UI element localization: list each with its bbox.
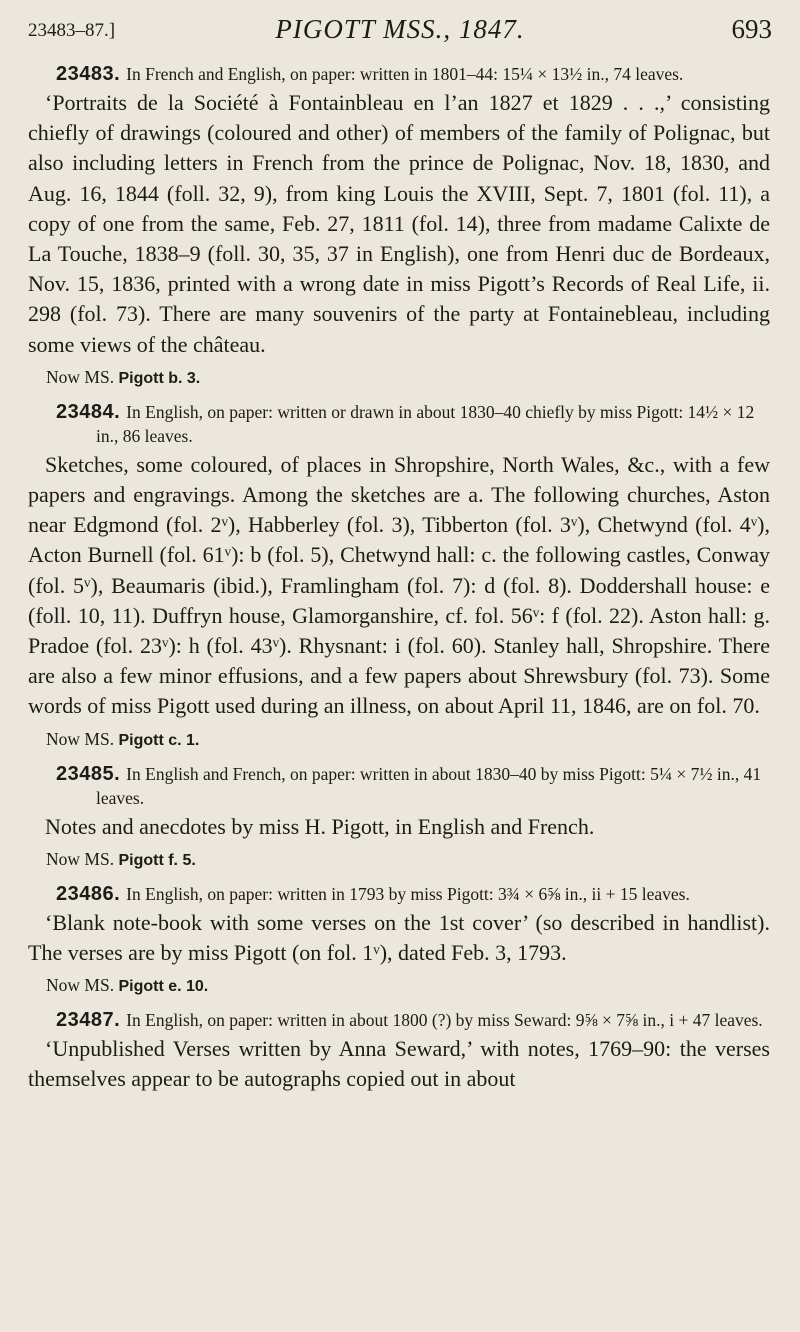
now-label: Now MS. — [46, 728, 115, 749]
entry-physical-description: In English, on paper: written or drawn in about 1830–40 chiefly by miss Pigott: 14½ × 12 in., 86 leaves. — [96, 401, 755, 446]
entry-heading — [56, 882, 770, 906]
entry-physical-description: In French and English, on paper: written in 1801–44: 15¼ × 13½ in., 74 leaves. — [126, 64, 684, 84]
entry-23484 — [28, 400, 770, 754]
entry-23486 — [28, 882, 770, 1000]
entry-physical-description: In English, on paper: written in 1793 by miss Pigott: 3¾ × 6⅝ in., ii + 15 leaves. — [126, 883, 690, 904]
entry-description: ‘Portraits de la Société à Fontainbleau en l’an 1827 et 1829 . . .,’ consisting chiefly of drawings (coloured and other) of members of the family of Polignac, but also including letters in French from the prince de Polignac, Nov. 18, 1830, and Aug. 16, 1844 (foll. 32, 9), from king Louis the XVIII, Sept. 7, 1801 (fol. 11), a copy of one from the same, Feb. 27, 1811 (fol. 14), three from madame Calixte de La Touche, 1838–9 (foll. 30, 35, 37 in English), one from Henri duc de Bordeaux, Nov. 15, 1836, printed with a wrong date in miss Pigott’s Records of Real Life, ii. 298 (fol. 73). There are many souvenirs of the party at Fontainebleau, including some views of the château. — [28, 90, 770, 357]
entry-description: ‘Blank note-book with some verses on the 1st cover’ (so described in handlist). The verses are by miss Pigott (on fol. 1ᵛ), dated Feb. 3, 1793. — [28, 909, 770, 966]
entry-number: 23483. — [56, 63, 121, 85]
catalogue-body — [28, 62, 770, 1095]
entry-current-shelfmark — [46, 846, 770, 874]
shelfmark: Pigott b. 3. — [118, 369, 201, 387]
entry-current-shelfmark — [46, 726, 770, 754]
entry-current-shelfmark — [46, 364, 770, 392]
entry-23485 — [45, 762, 770, 874]
entry-heading — [56, 762, 770, 810]
now-label: Now MS. — [46, 975, 115, 996]
page-number: 693 — [731, 14, 772, 44]
header-range: 23483–87.] — [28, 20, 116, 41]
shelfmark: Pigott e. 10. — [118, 978, 209, 996]
entry-description: Notes and anecdotes by miss H. Pigott, in English and French. — [45, 813, 595, 839]
entry-physical-description: In English, on paper: written in about 1800 (?) by miss Seward: 9⅝ × 7⅝ in., i + 47 leaves. — [126, 1010, 763, 1031]
entry-description: Sketches, some coloured, of places in Shropshire, North Wales, &c., with a few papers and engravings. Among the sketches are a. The following churches, Aston near Edgmond (fol. 2ᵛ), Habberley (fol. 3), Tibberton (fol. 3ᵛ), Chetwynd (fol. 4ᵛ), Acton Burnell (fol. 61ᵛ): b (fol. 5), Chetwynd hall: c. the following castles, Conway (fol. 5ᵛ), Beaumaris (ibid.), Framlingham (fol. 7): d (fol. 8). Doddershall house: e (foll. 10, 11). Duffryn house, Glamorganshire, cf. fol. 56ᵛ: f (fol. 22). Aston hall: g. Pradoe (fol. 23ᵛ): h (fol. 43ᵛ). Rhysnant: i (fol. 60). Stanley hall, Shropshire. There are also a few minor effusions, and a few papers about Shrewsbury (fol. 73). Some words of miss Pigott used during an illness, on about April 11, 1846, are on fol. 70. — [28, 451, 770, 719]
running-header — [28, 14, 772, 54]
entry-23483 — [28, 62, 770, 392]
entry-current-shelfmark — [46, 972, 770, 1000]
entry-description: ‘Unpublished Verses written by Anna Seward,’ with notes, 1769–90: the verses themselves appear to be autographs copied out in about — [28, 1036, 770, 1092]
entry-heading — [56, 1008, 770, 1032]
entry-number: 23486. — [56, 882, 121, 905]
entry-23487 — [28, 1008, 770, 1094]
entry-number: 23485. — [56, 762, 121, 785]
now-label: Now MS. — [46, 366, 115, 387]
entry-heading — [56, 62, 770, 86]
entry-heading — [56, 400, 770, 448]
header-title: PIGOTT MSS., 1847. — [275, 14, 525, 44]
entry-physical-description: In English and French, on paper: written in about 1830–40 by miss Pigott: 5¼ × 7½ in., 41 leaves. — [96, 763, 762, 808]
shelfmark: Pigott c. 1. — [118, 731, 200, 749]
entry-number: 23487. — [56, 1009, 121, 1032]
shelfmark: Pigott f. 5. — [118, 851, 196, 869]
entry-number: 23484. — [56, 400, 121, 423]
now-label: Now MS. — [46, 848, 115, 869]
